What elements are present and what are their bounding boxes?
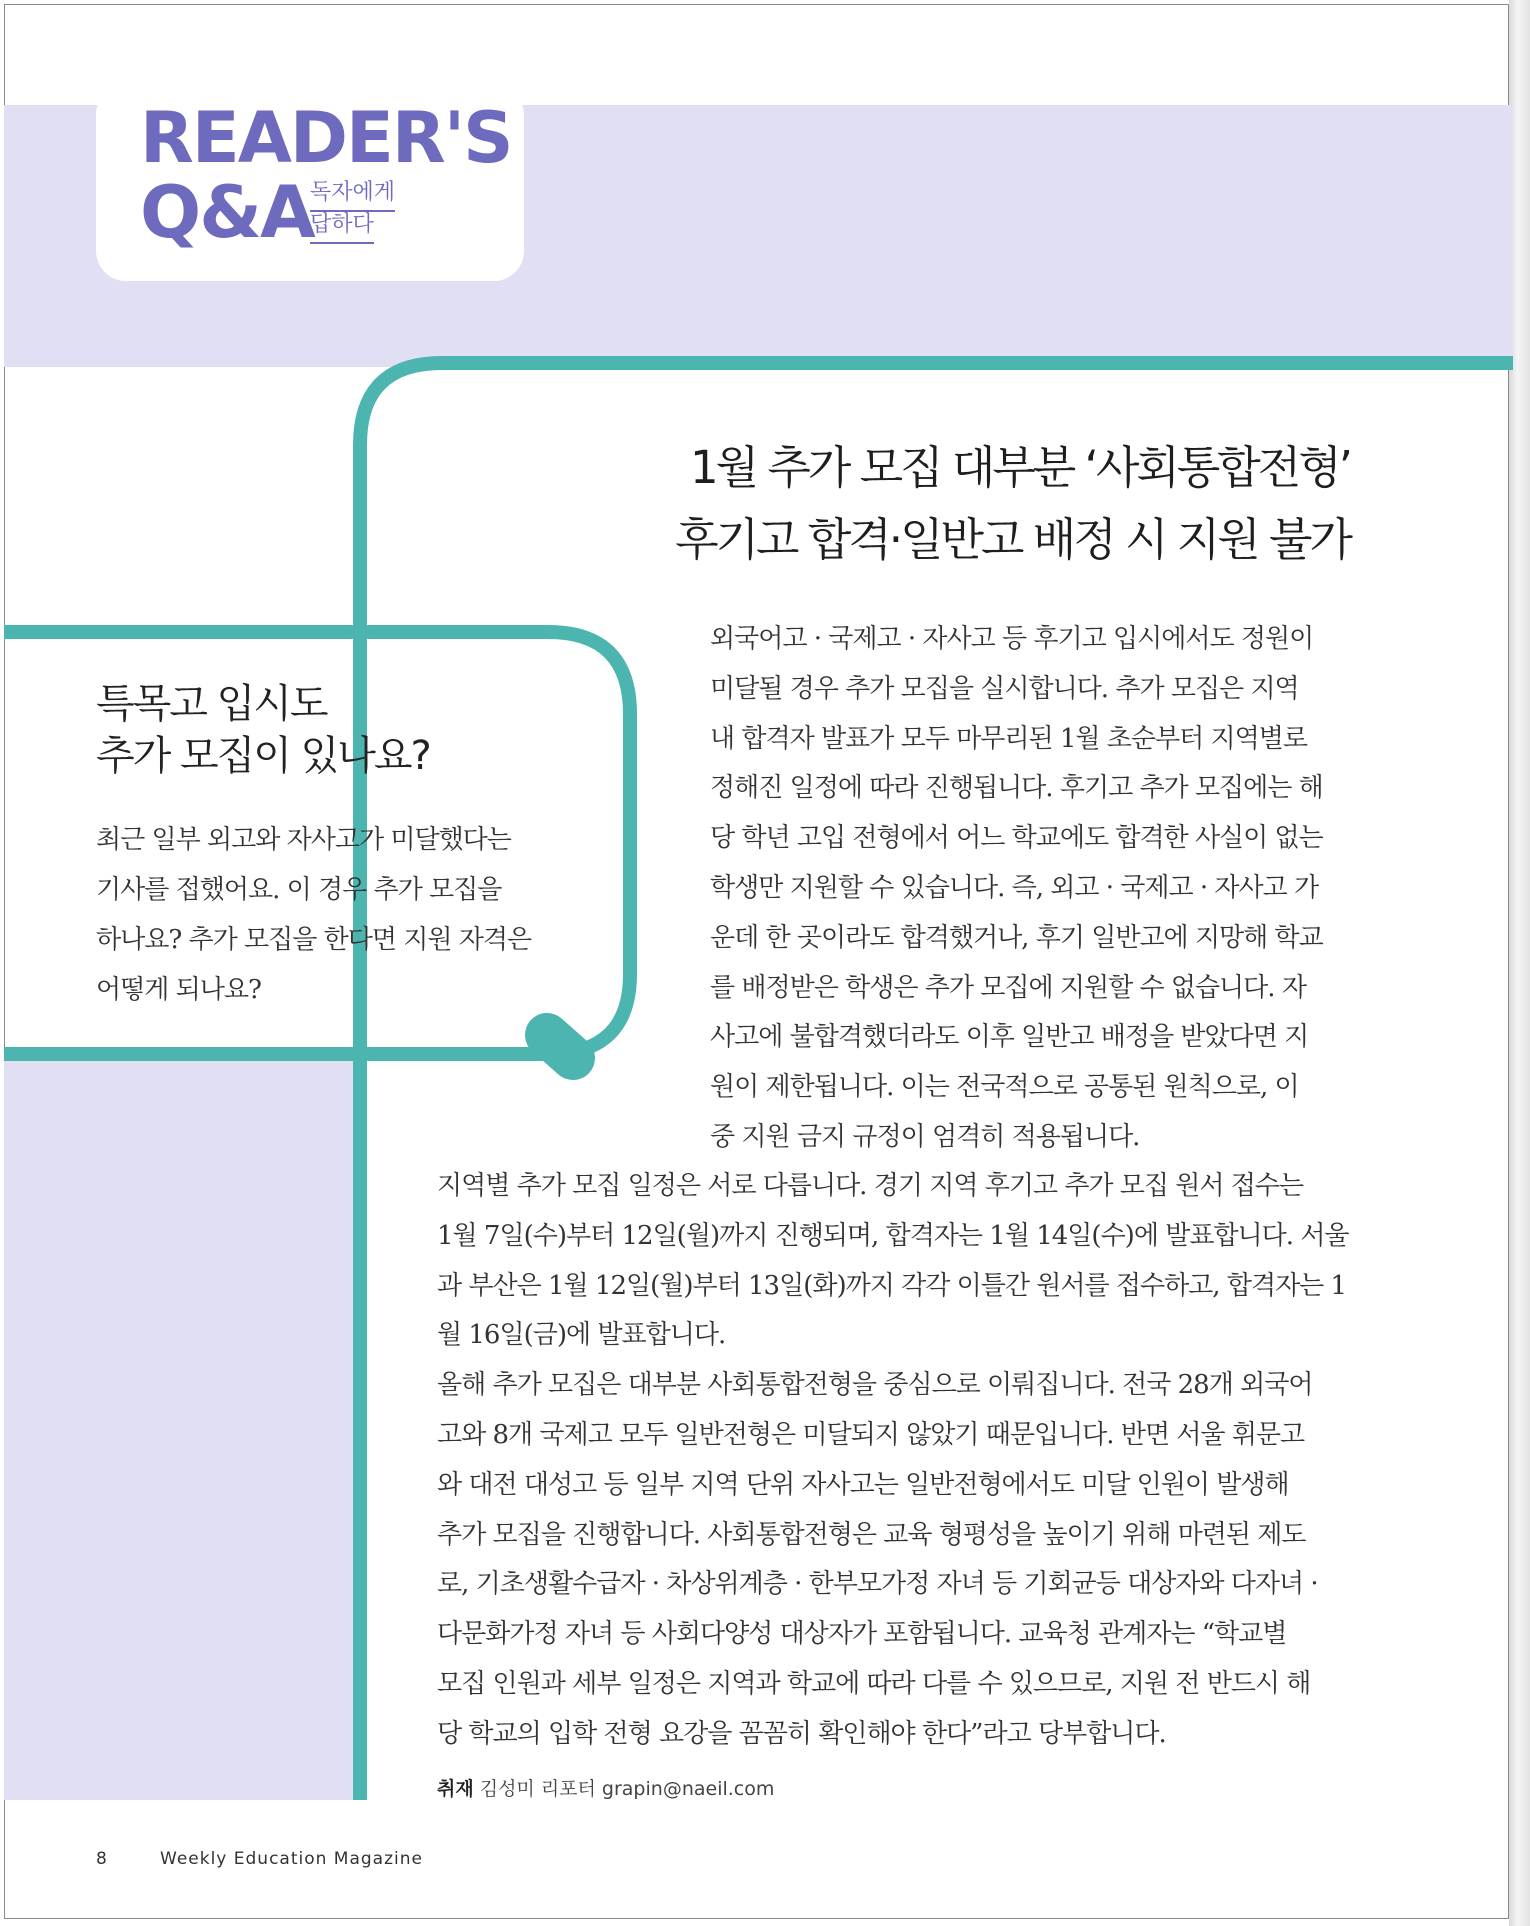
logo-qa-text: Q&A — [140, 170, 314, 254]
question-title — [96, 678, 576, 782]
credit-text: 김성미 리포터 grapin@naeil.com — [479, 1778, 775, 1800]
answer-line: 로, 기초생활수급자 · 차상위계층 · 한부모가정 자녀 등 기회균등 대상자와 다자녀 · — [437, 1569, 1318, 1600]
answer-line: 올해 추가 모집은 대부분 사회통합전형을 중심으로 이뤄집니다. 전국 28개 외국어 — [437, 1370, 1313, 1401]
answer-line: 1월 7일(수)부터 12일(월)까지 진행되며, 합격자는 1월 14일(수)에 발표합니다. 서울 — [437, 1220, 1349, 1251]
question-body — [96, 815, 576, 1015]
answer-line: 당 학년 고입 전형에서 어느 학교에도 합격한 사실이 없는 — [710, 823, 1323, 854]
answer-line: 원이 제한됩니다. 이는 전국적으로 공통된 원칙으로, 이 — [710, 1072, 1299, 1103]
headline — [600, 432, 1350, 576]
answer-line: 를 배정받은 학생은 추가 모집에 지원할 수 없습니다. 자 — [710, 972, 1306, 1003]
headline-line: 후기고 합격·일반고 배정 시 지원 불가 — [675, 513, 1350, 566]
question-body-line: 어떻게 되나요? — [96, 975, 261, 1005]
page-number: 8 — [96, 1849, 107, 1869]
question-title-line: 특목고 입시도 — [96, 681, 327, 727]
logo-subtitle-line2: 답하다 — [310, 210, 374, 244]
answer-line: 와 대전 대성고 등 일부 지역 단위 자사고는 일반전형에서도 미달 인원이 발생해 — [437, 1469, 1289, 1500]
teal-speech-tail — [547, 1035, 573, 1058]
answer-line: 지역별 추가 모집 일정은 서로 다릅니다. 경기 지역 후기고 추가 모집 원서 접수는 — [437, 1171, 1304, 1201]
answer-line: 추가 모집을 진행합니다. 사회통합전형은 교육 형평성을 높이기 위해 마련된 제도 — [437, 1519, 1306, 1550]
answer-line: 미달될 경우 추가 모집을 실시합니다. 추가 모집은 지역 — [710, 673, 1299, 704]
logo-readers-text: READER'S — [140, 97, 512, 179]
answer-line: 내 합격자 발표가 모두 마무리된 1월 초순부터 지역별로 — [710, 723, 1307, 754]
question-body-line: 하나요? 추가 모집을 한다면 지원 자격은 — [96, 925, 532, 955]
answer-line: 다문화가정 자녀 등 사회다양성 대상자가 포함됩니다. 교육청 관계자는 “학교별 — [437, 1619, 1287, 1650]
answer-line: 정해진 일정에 따라 진행됩니다. 후기고 추가 모집에는 해 — [710, 773, 1323, 804]
question-body-line: 최근 일부 외고와 자사고가 미달했다는 — [96, 825, 511, 855]
question-body-line: 기사를 접했어요. 이 경우 추가 모집을 — [96, 875, 502, 905]
answer-line: 학생만 지원할 수 있습니다. 즉, 외고 · 국제고 · 자사고 가 — [710, 872, 1319, 903]
reporter-credit — [437, 1774, 774, 1804]
headline-line: 1월 추가 모집 대부분 ‘사회통합전형’ — [689, 441, 1350, 494]
answer-line: 당 학교의 입학 전형 요강을 꼼꼼히 확인해야 한다”라고 당부합니다. — [437, 1718, 1166, 1749]
answer-line: 모집 인원과 세부 일정은 지역과 학교에 따라 다를 수 있으므로, 지원 전 반드시 해 — [437, 1668, 1311, 1699]
answer-wide-text — [437, 1162, 1350, 1760]
answer-column-text — [710, 615, 1350, 1163]
answer-line: 과 부산은 1월 12일(월)부터 13일(화)까지 각각 이틀간 원서를 접수하고, 합격자는 1 — [437, 1270, 1347, 1301]
answer-line: 월 16일(금)에 발표합니다. — [437, 1320, 726, 1351]
question-title-line: 추가 모집이 있나요? — [96, 733, 430, 779]
magazine-name: Weekly Education Magazine — [160, 1849, 423, 1869]
answer-line: 운데 한 곳이라도 합격했거나, 후기 일반고에 지망해 학교 — [710, 922, 1323, 953]
answer-line: 사고에 불합격했더라도 이후 일반고 배정을 받았다면 지 — [710, 1022, 1309, 1053]
logo-subtitle-line1: 독자에게 — [310, 178, 395, 212]
answer-line: 외국어고 · 국제고 · 자사고 등 후기고 입시에서도 정원이 — [710, 624, 1314, 654]
answer-line: 고와 8개 국제고 모두 일반전형은 미달되지 않았기 때문입니다. 반면 서울 휘문고 — [437, 1419, 1305, 1450]
credit-label: 취재 — [437, 1778, 474, 1800]
answer-line: 중 지원 금지 규정이 엄격히 적용됩니다. — [710, 1121, 1140, 1152]
